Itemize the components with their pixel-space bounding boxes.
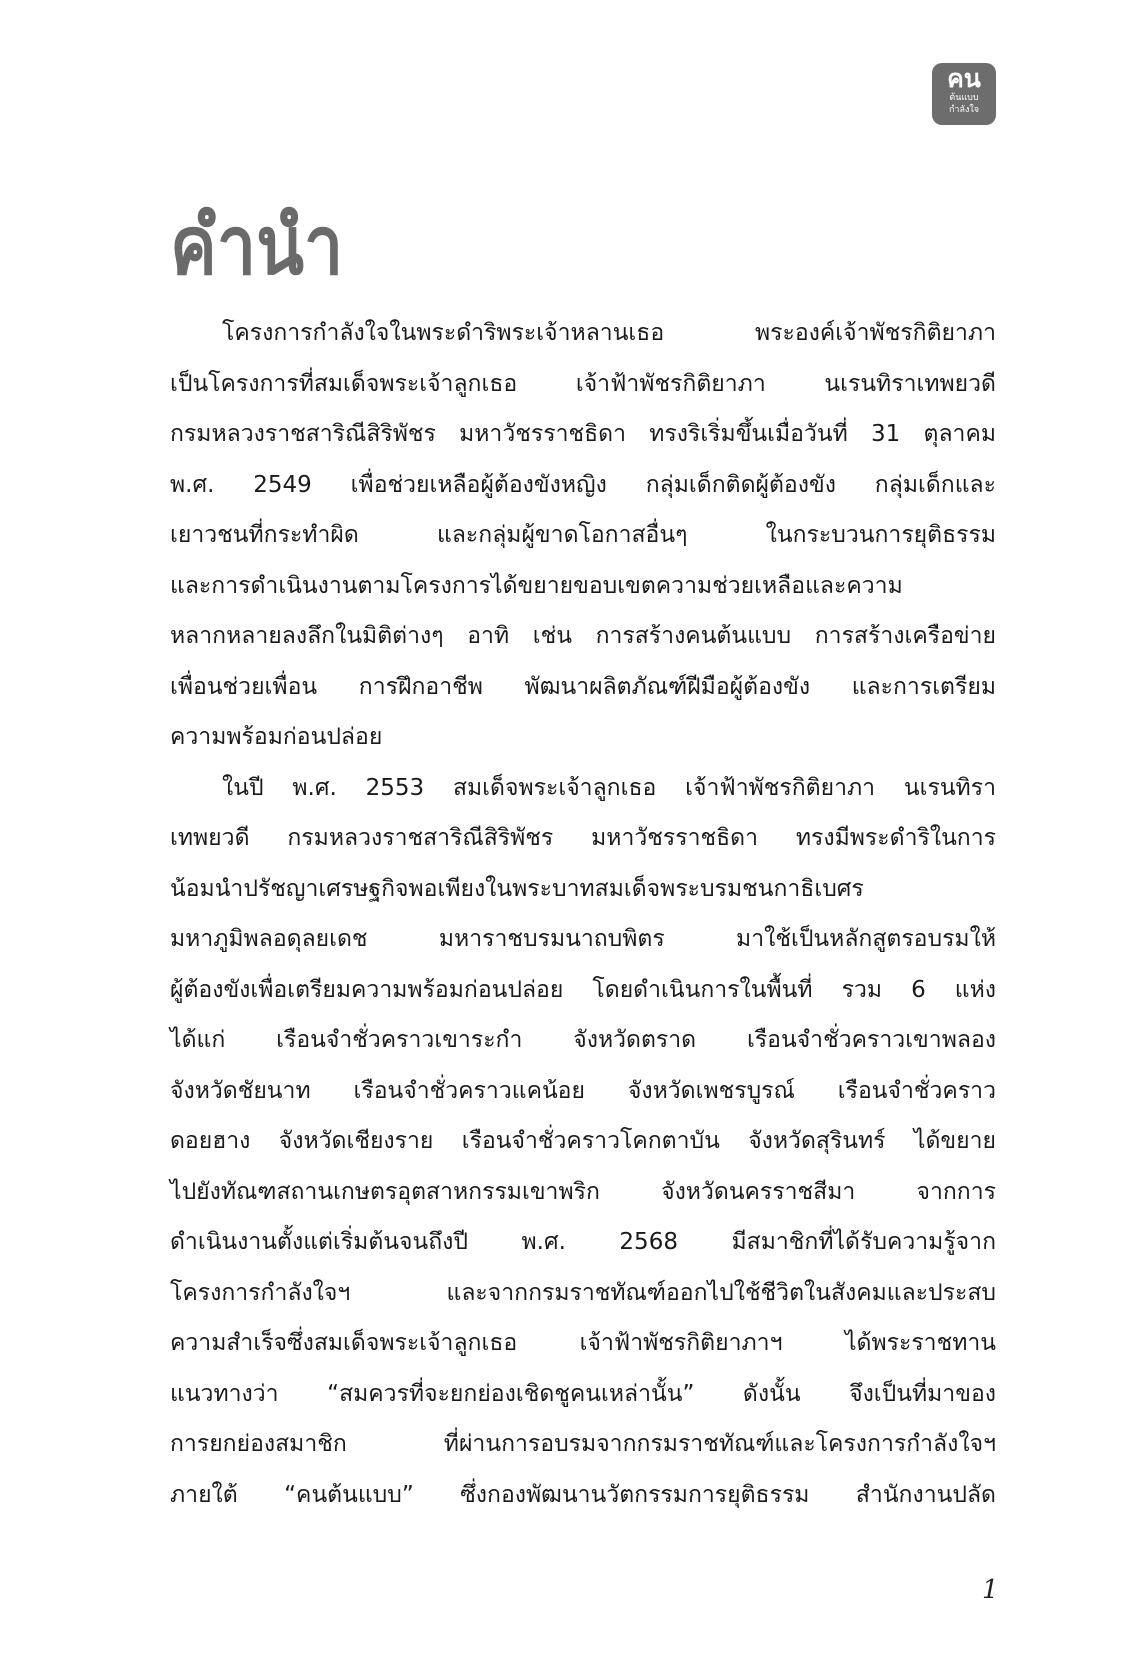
text-line: และการดำเนินงานตามโครงการได้ขยายขอบเขตความช่วยเหลือและความ xyxy=(170,572,903,599)
text-line: การยกย่องสมาชิก ที่ผ่านการอบรมจากกรมราชทัณฑ์และโครงการกำลังใจฯ xyxy=(170,1431,996,1457)
page-title: คำนำ xyxy=(170,198,344,293)
text-line: เพื่อนช่วยเพื่อน การฝึกอาชีพ พัฒนาผลิตภัณฑ์ฝีมือผู้ต้องขัง และการเตรียม xyxy=(170,673,996,700)
paragraph-1 xyxy=(170,308,996,763)
paragraph-2 xyxy=(170,763,996,1521)
text-line: ในปี พ.ศ. 2553 สมเด็จพระเจ้าลูกเธอ เจ้าฟ้าพัชรกิติยาภา นเรนทิรา xyxy=(222,774,996,801)
text-line: ผู้ต้องขังเพื่อเตรียมความพร้อมก่อนปล่อย โดยดำเนินการในพื้นที่ รวม 6 แห่ง xyxy=(170,976,996,1003)
logo-badge xyxy=(932,63,996,125)
body-text xyxy=(170,308,996,1520)
text-line: แนวทางว่า “สมควรที่จะยกย่องเชิดชูคนเหล่านั้น” ดังนั้น จึงเป็นที่มาของ xyxy=(170,1380,996,1407)
logo-sub-text-2: กำลังใจ xyxy=(948,105,980,115)
text-line: หลากหลายลงลึกในมิติต่างๆ อาทิ เช่น การสร้างคนต้นแบบ การสร้างเครือข่าย xyxy=(170,623,996,649)
logo-main-text: คน xyxy=(947,64,981,93)
text-line: ดอยฮาง จังหวัดเชียงราย เรือนจำชั่วคราวโคกตาบัน จังหวัดสุรินทร์ ได้ขยาย xyxy=(170,1128,996,1154)
text-line: น้อมนำปรัชญาเศรษฐกิจพอเพียงในพระบาทสมเด็จพระบรมชนกาธิเบศร xyxy=(170,875,864,902)
page-number: 1 xyxy=(982,1575,999,1605)
logo-sub-text-1: ต้นแบบ xyxy=(949,93,979,103)
text-line: ความสำเร็จซึ่งสมเด็จพระเจ้าลูกเธอ เจ้าฟ้าพัชรกิติยาภาฯ ได้พระราชทาน xyxy=(170,1330,996,1356)
text-line: เยาวชนที่กระทำผิด และกลุ่มผู้ขาดโอกาสอื่นๆ ในกระบวนการยุติธรรม xyxy=(170,522,996,548)
text-line: ความพร้อมก่อนปล่อย xyxy=(170,724,383,750)
text-line: มหาภูมิพลอดุลยเดช มหาราชบรมนาถบพิตร มาใช้เป็นหลักสูตรอบรมให้ xyxy=(170,926,996,952)
text-line: ดำเนินงานตั้งแต่เริ่มต้นจนถึงปี พ.ศ. 2568 มีสมาชิกที่ได้รับความรู้จาก xyxy=(170,1229,996,1255)
text-line: เป็นโครงการที่สมเด็จพระเจ้าลูกเธอ เจ้าฟ้าพัชรกิติยาภา นเรนทิราเทพยวดี xyxy=(170,370,996,397)
text-line: ได้แก่ เรือนจำชั่วคราวเขาระกำ จังหวัดตราด เรือนจำชั่วคราวเขาพลอง xyxy=(170,1027,996,1053)
text-line: จังหวัดชัยนาท เรือนจำชั่วคราวแคน้อย จังหวัดเพชรบูรณ์ เรือนจำชั่วคราว xyxy=(170,1077,996,1104)
text-line: โครงการกำลังใจฯ และจากกรมราชทัณฑ์ออกไปใช้ชีวิตในสังคมและประสบ xyxy=(170,1279,996,1306)
text-line: ภายใต้ “คนต้นแบบ” ซึ่งกองพัฒนานวัตกรรมการยุติธรรม สำนักงานปลัด xyxy=(170,1481,996,1508)
text-line: พ.ศ. 2549 เพื่อช่วยเหลือผู้ต้องขังหญิง กลุ่มเด็กติดผู้ต้องขัง กลุ่มเด็กและ xyxy=(170,471,996,498)
text-line: กรมหลวงราชสาริณีสิริพัชร มหาวัชรราชธิดา ทรงริเริ่มขึ้นเมื่อวันที่ 31 ตุลาคม xyxy=(170,421,996,447)
text-line: ไปยังทัณฑสถานเกษตรอุตสาหกรรมเขาพริก จังหวัดนครราชสีมา จากการ xyxy=(170,1178,996,1205)
text-line: เทพยวดี กรมหลวงราชสาริณีสิริพัชร มหาวัชรราชธิดา ทรงมีพระดำริในการ xyxy=(170,825,996,851)
text-line: โครงการกำลังใจในพระดำริพระเจ้าหลานเธอ พระองค์เจ้าพัชรกิติยาภา xyxy=(222,320,996,346)
